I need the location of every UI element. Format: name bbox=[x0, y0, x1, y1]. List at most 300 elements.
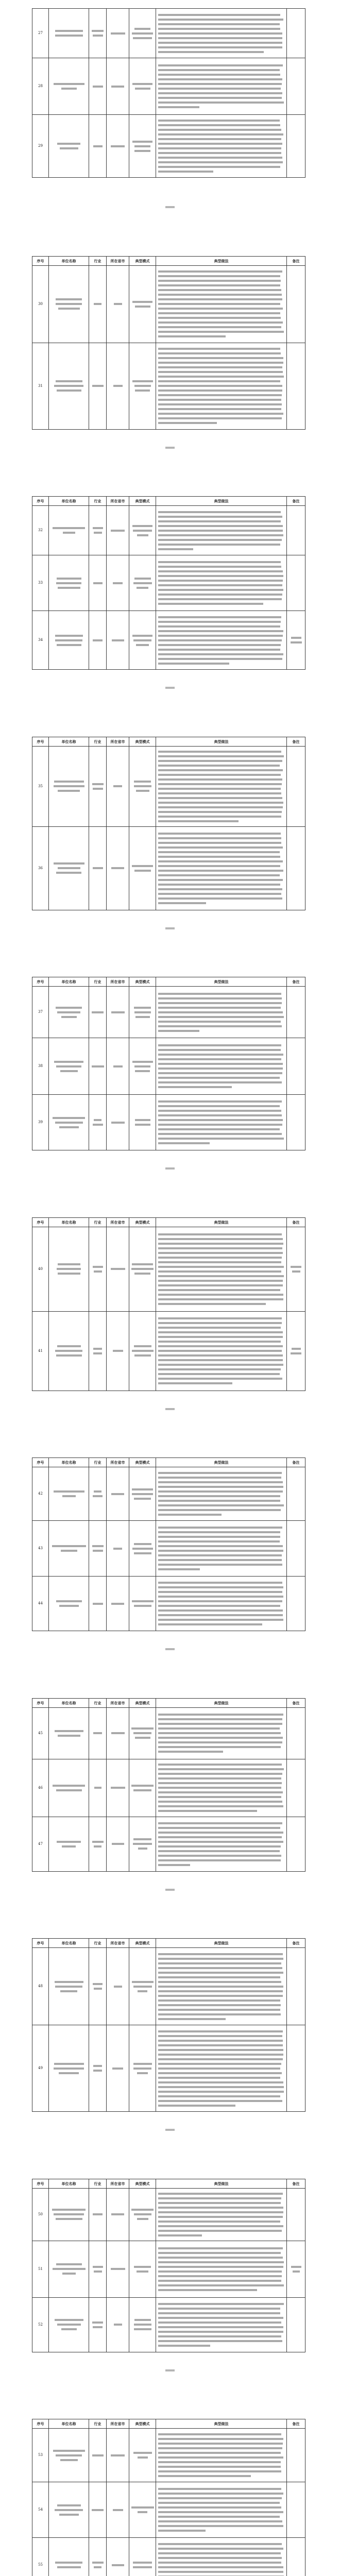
remarks-cell bbox=[287, 1038, 305, 1095]
text-line bbox=[56, 298, 82, 300]
text-line bbox=[158, 2321, 281, 2324]
company-name-cell bbox=[49, 1521, 89, 1577]
table-row bbox=[32, 2429, 305, 2482]
text-line bbox=[158, 1801, 282, 1803]
header-province: 所在省市 bbox=[107, 1458, 129, 1467]
text-line bbox=[158, 1016, 284, 1018]
text-line bbox=[111, 2268, 125, 2270]
header-mode: 典型模式 bbox=[129, 2419, 156, 2429]
text-line bbox=[158, 2270, 282, 2273]
industry-cell bbox=[89, 1948, 107, 2025]
industry-cell bbox=[89, 343, 107, 429]
province-cell bbox=[107, 826, 129, 910]
text-line bbox=[158, 2506, 281, 2509]
text-line bbox=[158, 2261, 284, 2263]
header-practice: 典型做法 bbox=[156, 2419, 287, 2429]
text-line bbox=[158, 2335, 281, 2337]
industry-cell bbox=[89, 1038, 107, 1095]
remarks-cell bbox=[287, 1311, 305, 1391]
text-line bbox=[136, 644, 149, 646]
text-line bbox=[158, 1081, 282, 1083]
text-line bbox=[158, 1072, 282, 1074]
text-line bbox=[158, 2340, 282, 2342]
text-line bbox=[158, 2543, 282, 2545]
text-line bbox=[94, 1988, 102, 1990]
text-line bbox=[55, 1730, 83, 1732]
text-line bbox=[158, 1723, 282, 1725]
text-line bbox=[54, 2063, 84, 2065]
row-number: 39 bbox=[32, 1095, 49, 1150]
table-row bbox=[32, 58, 305, 115]
industry-cell bbox=[89, 9, 107, 58]
text-line bbox=[158, 2280, 281, 2282]
document-page bbox=[0, 1202, 340, 1443]
text-line bbox=[158, 2091, 284, 2093]
text-line bbox=[92, 1011, 104, 1013]
text-line bbox=[158, 548, 193, 550]
text-line bbox=[158, 616, 281, 618]
header-mode: 典型模式 bbox=[129, 2179, 156, 2188]
text-line bbox=[55, 639, 82, 641]
company-name-cell bbox=[49, 1095, 89, 1150]
industry-cell bbox=[89, 555, 107, 611]
text-line bbox=[158, 1591, 282, 1593]
text-line bbox=[158, 37, 282, 39]
practice-cell bbox=[156, 611, 287, 670]
text-line bbox=[54, 781, 84, 783]
text-line bbox=[158, 1368, 281, 1370]
text-line bbox=[57, 2324, 81, 2326]
header-industry: 行业 bbox=[89, 737, 107, 746]
text-line bbox=[158, 2105, 235, 2107]
text-line bbox=[93, 2070, 102, 2072]
text-line bbox=[94, 1787, 101, 1789]
text-line bbox=[158, 2035, 282, 2037]
text-line bbox=[93, 527, 103, 529]
company-name-cell bbox=[49, 115, 89, 178]
header-serial: 序号 bbox=[32, 2179, 49, 2188]
text-line bbox=[158, 1841, 283, 1843]
practice-cell bbox=[156, 115, 287, 178]
text-line bbox=[113, 1350, 123, 1352]
text-line bbox=[158, 1247, 282, 1249]
company-name-cell bbox=[49, 746, 89, 826]
text-line bbox=[158, 2466, 281, 2468]
text-line bbox=[158, 1472, 282, 1474]
province-cell bbox=[107, 115, 129, 178]
text-line bbox=[158, 2562, 281, 2564]
text-line bbox=[133, 1838, 151, 1840]
text-line bbox=[158, 1044, 281, 1046]
text-line bbox=[158, 1540, 280, 1543]
text-line bbox=[138, 1990, 147, 1992]
header-remarks: 备注 bbox=[287, 977, 305, 987]
row-number: 30 bbox=[32, 265, 49, 343]
practice-cell bbox=[156, 1038, 287, 1095]
text-line bbox=[133, 2067, 151, 2070]
table-row bbox=[32, 1467, 305, 1521]
case-table bbox=[32, 1217, 305, 1391]
text-line bbox=[158, 778, 282, 781]
table-row bbox=[32, 611, 305, 670]
text-line bbox=[54, 785, 84, 787]
text-line bbox=[135, 88, 150, 90]
text-line bbox=[158, 106, 199, 108]
mode-cell bbox=[129, 1467, 156, 1521]
text-line bbox=[158, 1850, 280, 1852]
header-serial: 序号 bbox=[32, 1217, 49, 1227]
header-serial: 序号 bbox=[32, 497, 49, 506]
practice-cell bbox=[156, 2188, 287, 2241]
document-page bbox=[0, 1442, 340, 1683]
table-row bbox=[32, 1759, 305, 1817]
province-cell bbox=[107, 1227, 129, 1311]
text-line bbox=[53, 1785, 85, 1787]
text-line bbox=[59, 2514, 79, 2516]
practice-cell bbox=[156, 2297, 287, 2352]
text-line bbox=[137, 587, 148, 589]
text-line bbox=[158, 1832, 283, 1834]
province-cell bbox=[107, 555, 129, 611]
text-line bbox=[158, 2058, 283, 2060]
text-line bbox=[158, 993, 281, 995]
industry-cell bbox=[89, 826, 107, 910]
text-line bbox=[133, 2452, 152, 2454]
text-line bbox=[158, 1559, 282, 1561]
text-line bbox=[158, 362, 283, 364]
header-mode: 典型模式 bbox=[129, 256, 156, 265]
company-name-cell bbox=[49, 611, 89, 670]
text-line bbox=[158, 1619, 283, 1621]
text-line bbox=[158, 2557, 282, 2559]
text-line bbox=[134, 2324, 151, 2326]
text-line bbox=[158, 639, 282, 641]
text-line bbox=[158, 2067, 280, 2070]
text-line bbox=[56, 2454, 82, 2456]
text-line bbox=[158, 788, 281, 790]
practice-cell bbox=[156, 1521, 287, 1577]
industry-cell bbox=[89, 611, 107, 670]
text-line bbox=[158, 2511, 283, 2513]
text-line bbox=[158, 2438, 283, 2440]
row-number: 52 bbox=[32, 2297, 49, 2352]
text-line bbox=[158, 394, 282, 396]
text-line bbox=[158, 842, 281, 844]
remarks-cell bbox=[287, 1817, 305, 1871]
text-line bbox=[93, 1352, 102, 1354]
text-line bbox=[158, 1303, 266, 1305]
mode-cell bbox=[129, 1521, 156, 1577]
text-line bbox=[158, 298, 282, 300]
text-line bbox=[94, 303, 101, 305]
text-line bbox=[158, 2211, 283, 2213]
province-cell bbox=[107, 1577, 129, 1631]
remarks-cell bbox=[287, 506, 305, 555]
industry-cell bbox=[89, 2188, 107, 2241]
text-line bbox=[158, 389, 282, 392]
text-line bbox=[134, 28, 150, 30]
text-line bbox=[158, 161, 283, 163]
case-table bbox=[32, 737, 305, 910]
text-line bbox=[158, 2049, 283, 2051]
text-line bbox=[61, 1550, 77, 1552]
text-line bbox=[113, 1548, 122, 1550]
text-line bbox=[94, 2270, 102, 2273]
text-line bbox=[158, 1243, 283, 1245]
text-line bbox=[137, 2218, 148, 2220]
industry-cell bbox=[89, 2482, 107, 2538]
text-line bbox=[158, 166, 280, 168]
header-practice: 典型做法 bbox=[156, 977, 287, 987]
header-mode: 典型模式 bbox=[129, 737, 156, 746]
text-line bbox=[158, 2252, 281, 2254]
text-line bbox=[158, 2040, 283, 2042]
text-line bbox=[158, 1986, 283, 1988]
practice-cell bbox=[156, 2482, 287, 2538]
text-line bbox=[132, 1600, 154, 1602]
company-name-cell bbox=[49, 826, 89, 910]
table-body bbox=[32, 1698, 305, 1871]
text-line bbox=[57, 2504, 81, 2506]
text-line bbox=[158, 308, 283, 310]
text-line bbox=[291, 641, 302, 643]
header-province: 所在省市 bbox=[107, 2419, 129, 2429]
mode-cell bbox=[129, 265, 156, 343]
text-line bbox=[158, 589, 283, 591]
province-cell bbox=[107, 1521, 129, 1577]
text-line bbox=[57, 1345, 81, 1347]
text-line bbox=[158, 157, 282, 159]
industry-cell bbox=[89, 746, 107, 826]
mode-cell bbox=[129, 1707, 156, 1759]
text-line bbox=[158, 2072, 282, 2074]
text-line bbox=[135, 306, 150, 308]
text-line bbox=[158, 78, 282, 80]
text-line bbox=[158, 1732, 281, 1734]
table-body bbox=[32, 497, 305, 670]
text-line bbox=[158, 2289, 257, 2291]
text-line bbox=[93, 2266, 103, 2268]
text-line bbox=[158, 2516, 280, 2518]
text-line bbox=[135, 1119, 150, 1121]
table-row bbox=[32, 1577, 305, 1631]
text-line bbox=[158, 1773, 282, 1775]
company-name-cell bbox=[49, 343, 89, 429]
row-number: 33 bbox=[32, 555, 49, 611]
text-line bbox=[53, 2268, 86, 2270]
text-line bbox=[132, 1061, 153, 1063]
company-name-cell bbox=[49, 987, 89, 1038]
text-line bbox=[158, 335, 226, 337]
text-line bbox=[111, 1493, 124, 1495]
text-line bbox=[62, 1495, 76, 1497]
text-line bbox=[158, 2345, 210, 2347]
company-name-cell bbox=[49, 1759, 89, 1817]
text-line bbox=[158, 2520, 282, 2522]
text-line bbox=[158, 1962, 281, 1964]
text-line bbox=[158, 851, 280, 853]
text-line bbox=[158, 2548, 283, 2550]
document-page bbox=[0, 961, 340, 1202]
text-line bbox=[113, 582, 123, 584]
header-company: 单位名称 bbox=[49, 256, 89, 265]
text-line bbox=[158, 69, 280, 71]
text-line bbox=[114, 303, 122, 305]
text-line bbox=[61, 88, 77, 90]
text-line bbox=[111, 1011, 125, 1013]
header-province: 所在省市 bbox=[107, 497, 129, 506]
header-mode: 典型模式 bbox=[129, 1939, 156, 1948]
text-line bbox=[54, 1061, 83, 1063]
text-line bbox=[158, 152, 281, 154]
province-cell bbox=[107, 1817, 129, 1871]
text-line bbox=[158, 1614, 283, 1616]
text-line bbox=[158, 14, 280, 16]
company-name-cell bbox=[49, 1948, 89, 2025]
province-cell bbox=[107, 506, 129, 555]
text-line bbox=[158, 1500, 280, 1502]
text-line bbox=[158, 417, 282, 419]
practice-cell bbox=[156, 746, 287, 826]
text-line bbox=[113, 2509, 123, 2511]
text-line bbox=[134, 1273, 150, 1275]
text-line bbox=[158, 1810, 257, 1812]
practice-cell bbox=[156, 2538, 287, 2576]
text-line bbox=[138, 2511, 147, 2513]
mode-cell bbox=[129, 2297, 156, 2352]
text-line bbox=[132, 1548, 153, 1550]
text-line bbox=[158, 2443, 283, 2445]
text-line bbox=[134, 870, 151, 872]
text-line bbox=[158, 1238, 283, 1240]
text-line bbox=[158, 1063, 283, 1065]
text-line bbox=[158, 1373, 280, 1375]
text-line bbox=[93, 867, 103, 869]
text-line bbox=[158, 2013, 281, 2015]
industry-cell bbox=[89, 1311, 107, 1391]
text-line bbox=[55, 635, 83, 637]
table-body bbox=[32, 1939, 305, 2112]
text-line bbox=[293, 2270, 300, 2273]
text-line bbox=[158, 2552, 281, 2554]
mode-cell bbox=[129, 1948, 156, 2025]
header-company: 单位名称 bbox=[49, 977, 89, 987]
text-line bbox=[55, 2562, 82, 2564]
practice-cell bbox=[156, 58, 287, 115]
text-line bbox=[158, 1741, 282, 1743]
text-line bbox=[158, 1322, 282, 1324]
industry-cell bbox=[89, 1759, 107, 1817]
text-line bbox=[158, 1354, 283, 1357]
text-line bbox=[158, 2054, 283, 2056]
table-row bbox=[32, 265, 305, 343]
header-practice: 典型做法 bbox=[156, 1458, 287, 1467]
table-header-row bbox=[32, 497, 305, 506]
mode-cell bbox=[129, 1759, 156, 1817]
company-name-cell bbox=[49, 555, 89, 611]
text-line bbox=[158, 1586, 283, 1588]
province-cell bbox=[107, 2188, 129, 2241]
text-line bbox=[158, 1509, 281, 1511]
table-row bbox=[32, 746, 305, 826]
text-line bbox=[93, 1266, 103, 1268]
remarks-cell bbox=[287, 555, 305, 611]
text-line bbox=[158, 357, 283, 359]
row-number: 32 bbox=[32, 506, 49, 555]
text-line bbox=[134, 1552, 151, 1554]
text-line bbox=[158, 1746, 281, 1748]
text-line bbox=[62, 1845, 76, 1848]
text-line bbox=[292, 1348, 301, 1350]
header-remarks: 备注 bbox=[287, 2419, 305, 2429]
text-line bbox=[112, 639, 124, 641]
text-line bbox=[111, 1268, 125, 1270]
remarks-cell bbox=[287, 987, 305, 1038]
province-cell bbox=[107, 2025, 129, 2112]
text-line bbox=[158, 1266, 284, 1268]
text-line bbox=[158, 120, 280, 122]
text-line bbox=[56, 380, 82, 382]
province-cell bbox=[107, 343, 129, 429]
case-table bbox=[32, 8, 305, 178]
header-serial: 序号 bbox=[32, 737, 49, 746]
text-line bbox=[57, 1841, 81, 1843]
table-header-row bbox=[32, 2179, 305, 2188]
row-number: 47 bbox=[32, 1817, 49, 1871]
text-line bbox=[112, 2564, 124, 2566]
text-line bbox=[158, 1054, 283, 1056]
practice-cell bbox=[156, 2025, 287, 2112]
text-line bbox=[158, 653, 283, 655]
text-line bbox=[93, 788, 103, 790]
industry-cell bbox=[89, 1577, 107, 1631]
text-line bbox=[158, 1382, 232, 1384]
text-line bbox=[158, 1345, 283, 1347]
text-line bbox=[92, 1841, 104, 1843]
header-industry: 行业 bbox=[89, 977, 107, 987]
text-line bbox=[158, 2497, 282, 2499]
text-line bbox=[134, 785, 151, 787]
text-line bbox=[158, 1981, 281, 1983]
mode-cell bbox=[129, 826, 156, 910]
text-line bbox=[158, 270, 282, 273]
page-number-mark bbox=[165, 927, 175, 929]
text-line bbox=[158, 1791, 283, 1793]
text-line bbox=[158, 1257, 282, 1259]
header-company: 单位名称 bbox=[49, 2419, 89, 2429]
text-line bbox=[158, 1086, 232, 1088]
text-line bbox=[158, 2095, 280, 2097]
header-serial: 序号 bbox=[32, 1698, 49, 1707]
text-line bbox=[158, 2207, 283, 2209]
text-line bbox=[158, 539, 282, 541]
text-line bbox=[158, 884, 280, 886]
header-province: 所在省市 bbox=[107, 2179, 129, 2188]
text-line bbox=[158, 1077, 280, 1079]
page-number-mark bbox=[165, 2129, 175, 2131]
header-industry: 行业 bbox=[89, 2419, 107, 2429]
text-line bbox=[158, 23, 280, 25]
text-line bbox=[52, 1545, 86, 1547]
text-line bbox=[158, 1100, 282, 1103]
table-row bbox=[32, 9, 305, 58]
province-cell bbox=[107, 58, 129, 115]
text-line bbox=[158, 2004, 281, 2006]
company-name-cell bbox=[49, 58, 89, 115]
text-line bbox=[158, 902, 206, 904]
page-number-mark bbox=[165, 1648, 175, 1650]
text-line bbox=[134, 1498, 151, 1500]
